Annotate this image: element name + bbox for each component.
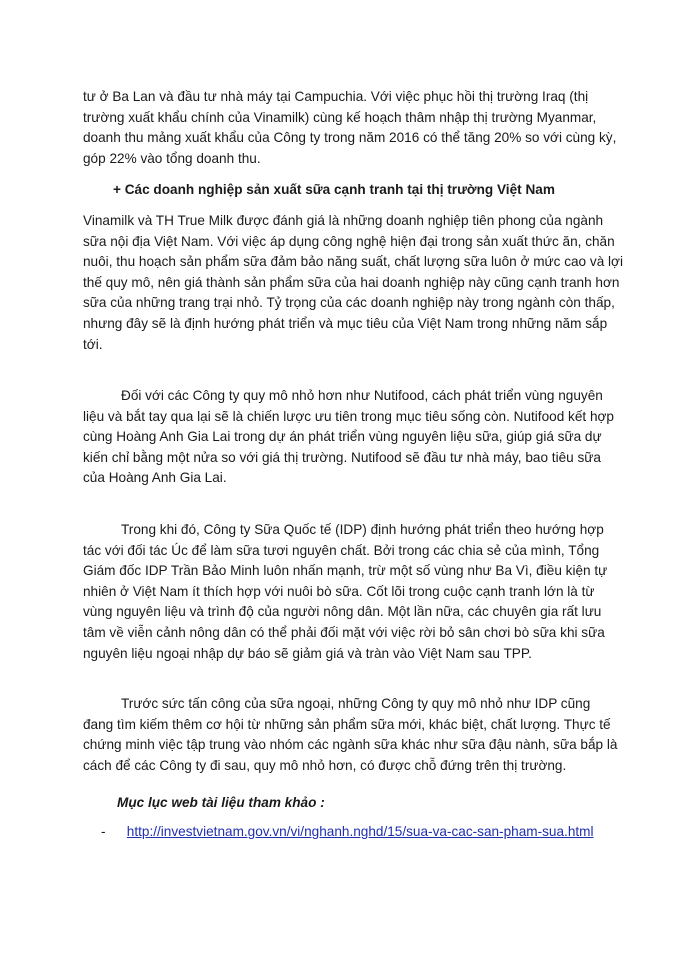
- references-title: Mục lục web tài liệu tham khảo :: [117, 795, 325, 810]
- paragraph-idp: Trong khi đó, Công ty Sữa Quốc tế (IDP) định hướng phát triển theo hướng hợp tác với đối tác Úc để làm sữa tươi nguyên chất. Bởi trong các chia sẻ của mình, Tổng Giám đốc IDP Trần Bảo Minh luôn nhấn mạnh, trừ một số vùng như Ba Vì, điều kiện tự nhiên ở Việt Nam ít thích hợp với nuôi bò sữa. Cốt lõi trong cuộc cạnh tranh lớn là từ vùng nguyên liệu và trình độ của người nông dân. Một lần nữa, các chuyên gia rất lưu tâm về viễn cảnh nông dân có thể phải đối mặt với việc rời bỏ sân chơi bò sữa khi sữa nguyên liệu ngoại nhập dự báo sẽ giảm giá và tràn vào Việt Nam sau TPP.: [83, 522, 608, 661]
- list-dash: -: [101, 824, 106, 839]
- section-heading-competitors: + Các doanh nghiệp sản xuất sữa cạnh tranh tại thị trường Việt Nam: [113, 182, 555, 197]
- paragraph-small-companies: Trước sức tấn công của sữa ngoại, những Công ty quy mô nhỏ như IDP cũng đang tìm kiếm thêm cơ hội từ những sản phẩm sữa mới, khác biệt, chất lượng. Thực tế chứng minh việc tập trung vào nhóm các ngành sữa khác như sữa đậu nành, sữa bắp là cách để các Công ty đi sau, quy mô nhỏ hơn, có được chỗ đứng trên thị trường.: [83, 696, 618, 773]
- paragraph-export-outlook: tư ở Ba Lan và đầu tư nhà máy tại Campuchia. Với việc phục hồi thị trường Iraq (thị trường xuất khẩu chính của Vinamilk) cùng kế hoạch thâm nhập thị trường Myanmar, doanh thu mảng xuất khẩu của Công ty trong năm 2016 có thể tăng 20% so với cùng kỳ, góp 22% vào tổng doanh thu.: [83, 89, 617, 166]
- paragraph-nutifood: Đối với các Công ty quy mô nhỏ hơn như Nutifood, cách phát triển vùng nguyên liệu và bắt tay qua lại sẽ là chiến lược ưu tiên trong mục tiêu sống còn. Nutifood kết hợp cùng Hoàng Anh Gia Lai trong dự án phát triển vùng nguyên liệu sữa, giúp giá sữa dự kiến chỉ bằng một nửa so với giá thị trường. Nutifood sẽ đầu tư nhà máy, bao tiêu sữa của Hoàng Anh Gia Lai.: [83, 388, 614, 486]
- reference-link[interactable]: http://investvietnam.gov.vn/vi/nghanh.nghd/15/sua-va-cac-san-pham-sua.html: [126, 824, 594, 839]
- paragraph-vinamilk-th: Vinamilk và TH True Milk được đánh giá là những doanh nghiệp tiên phong của ngành sữa nội địa Việt Nam. Với việc áp dụng công nghệ hiện đại trong sản xuất thức ăn, chăn nuôi, thu hoạch sản phẩm sữa đảm bảo năng suất, chất lượng sữa luôn ở mức cao và lợi thế quy mô, nên giá thành sản phẩm sữa của hai doanh nghiệp này cũng cạnh tranh hơn sữa của những trang trại nhỏ. Tỷ trọng của các doanh nghiệp này trong ngành còn thấp, nhưng đây sẽ là định hướng phát triển và mục tiêu của Việt Nam trong những năm sắp tới.: [83, 213, 623, 352]
- reference-list-item: [101, 822, 594, 842]
